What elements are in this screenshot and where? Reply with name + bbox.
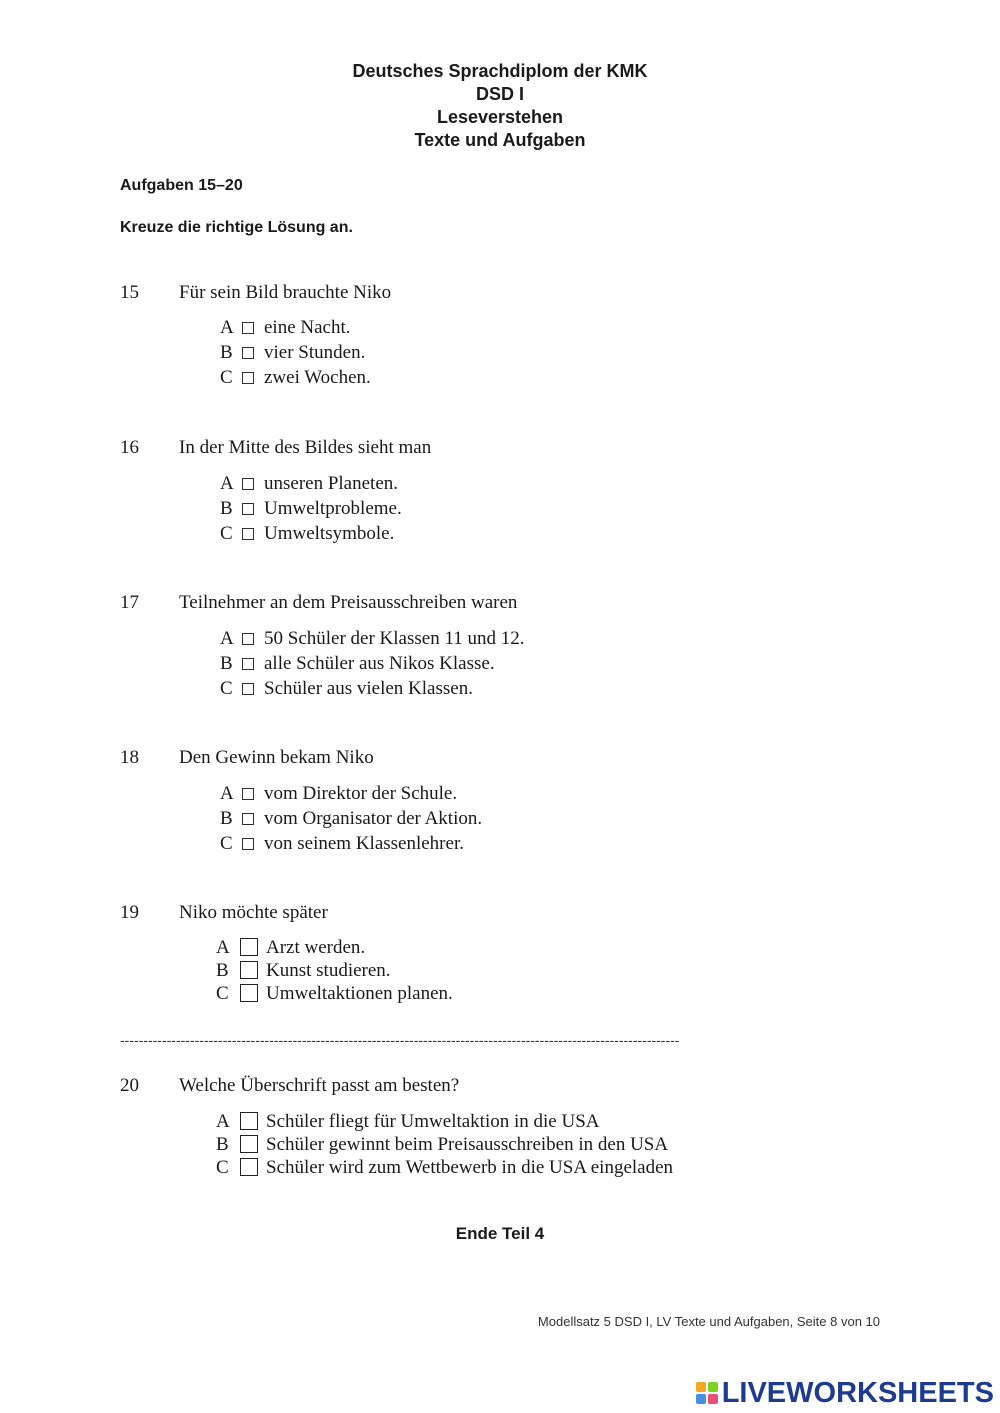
- checkbox[interactable]: [242, 478, 254, 490]
- option-text: alle Schüler aus Nikos Klasse.: [264, 653, 495, 674]
- option-19-c[interactable]: [216, 982, 453, 1005]
- option-letter: A: [220, 317, 234, 338]
- checkbox[interactable]: [240, 1112, 258, 1130]
- brand-name: LIVEWORKSHEETS: [721, 1376, 994, 1409]
- logo-tile: [708, 1382, 718, 1392]
- option-text: von seinem Klassenlehrer.: [264, 833, 464, 854]
- option-letter: B: [220, 808, 233, 829]
- option-text: vier Stunden.: [264, 342, 366, 363]
- question-text: Welche Überschrift passt am besten?: [179, 1075, 460, 1096]
- option-letter: A: [220, 783, 234, 804]
- question-text: Teilnehmer an dem Preisausschreiben waren: [179, 592, 518, 613]
- option-text: Arzt werden.: [266, 937, 366, 958]
- option-text: Schüler wird zum Wettbewerb in die USA eingeladen: [266, 1157, 674, 1178]
- option-15-b[interactable]: [220, 340, 371, 365]
- instruction: Kreuze die richtige Lösung an.: [120, 219, 353, 236]
- divider-line: ------------------------------------------------------------------------------------------------------------------------: [120, 1032, 680, 1048]
- option-letter: B: [216, 1134, 229, 1155]
- option-letter: B: [220, 342, 233, 363]
- logo-tile: [696, 1382, 706, 1392]
- option-letter: A: [220, 628, 234, 649]
- option-17-a[interactable]: [220, 626, 525, 651]
- option-text: vom Direktor der Schule.: [264, 783, 458, 804]
- option-letter: A: [216, 937, 230, 958]
- option-text: unseren Planeten.: [264, 473, 399, 494]
- option-16-a[interactable]: [220, 471, 402, 496]
- checkbox[interactable]: [242, 347, 254, 359]
- checkbox[interactable]: [242, 528, 254, 540]
- option-letter: A: [220, 473, 234, 494]
- checkbox[interactable]: [242, 503, 254, 515]
- option-text: 50 Schüler der Klassen 11 und 12.: [264, 628, 525, 649]
- checkbox[interactable]: [242, 658, 254, 670]
- option-18-b[interactable]: [220, 806, 482, 831]
- option-text: vom Organisator der Aktion.: [264, 808, 483, 829]
- document-header: [0, 60, 1000, 152]
- question-number: 19: [120, 902, 139, 923]
- option-letter: C: [220, 523, 233, 544]
- checkbox[interactable]: [240, 1135, 258, 1153]
- option-letter: B: [220, 498, 233, 519]
- option-letter: A: [216, 1111, 230, 1132]
- question-number: 18: [120, 747, 139, 768]
- option-20-a[interactable]: [216, 1110, 673, 1133]
- checkbox[interactable]: [242, 683, 254, 695]
- liveworksheets-logo-icon: [696, 1382, 718, 1404]
- option-text: eine Nacht.: [264, 317, 351, 338]
- option-text: Schüler fliegt für Umweltaktion in die USA: [266, 1111, 600, 1132]
- option-letter: C: [216, 1157, 229, 1178]
- option-16-c[interactable]: [220, 521, 402, 546]
- option-19-b[interactable]: [216, 959, 453, 982]
- checkbox[interactable]: [242, 633, 254, 645]
- checkbox[interactable]: [242, 372, 254, 384]
- option-15-a[interactable]: [220, 315, 371, 340]
- option-text: Umweltaktionen planen.: [266, 983, 453, 1004]
- checkbox[interactable]: [242, 788, 254, 800]
- question-text: Niko möchte später: [179, 902, 328, 923]
- option-letter: B: [220, 653, 233, 674]
- option-text: Umweltsymbole.: [264, 523, 395, 544]
- header-section: Leseverstehen: [436, 107, 564, 127]
- brand-logo[interactable]: [696, 1378, 994, 1408]
- option-letter: C: [216, 983, 229, 1004]
- header-level: DSD I: [475, 84, 524, 104]
- checkbox[interactable]: [242, 838, 254, 850]
- option-text: zwei Wochen.: [264, 367, 371, 388]
- option-17-b[interactable]: [220, 651, 525, 676]
- option-20-b[interactable]: [216, 1133, 673, 1156]
- question-text: Für sein Bild brauchte Niko: [179, 282, 392, 303]
- question-number: 17: [120, 592, 139, 613]
- logo-tile: [708, 1394, 718, 1404]
- option-letter: C: [220, 833, 233, 854]
- option-18-c[interactable]: [220, 831, 482, 856]
- tasks-title: Aufgaben 15–20: [120, 177, 243, 194]
- option-text: Kunst studieren.: [266, 960, 391, 981]
- question-text: In der Mitte des Bildes sieht man: [179, 437, 432, 458]
- question-text: Den Gewinn bekam Niko: [179, 747, 374, 768]
- option-16-b[interactable]: [220, 496, 402, 521]
- option-17-c[interactable]: [220, 676, 525, 701]
- question-number: 15: [120, 282, 139, 303]
- option-text: Umweltprobleme.: [264, 498, 402, 519]
- checkbox[interactable]: [242, 322, 254, 334]
- checkbox[interactable]: [240, 938, 258, 956]
- option-text: Schüler aus vielen Klassen.: [264, 678, 473, 699]
- checkbox[interactable]: [240, 961, 258, 979]
- checkbox[interactable]: [240, 984, 258, 1002]
- checkbox[interactable]: [240, 1158, 258, 1176]
- header-title: Deutsches Sprachdiplom der KMK: [352, 61, 648, 81]
- option-15-c[interactable]: [220, 365, 371, 390]
- option-18-a[interactable]: [220, 781, 482, 806]
- option-letter: B: [216, 960, 229, 981]
- option-20-c[interactable]: [216, 1156, 674, 1179]
- question-number: 16: [120, 437, 139, 458]
- end-of-part: Ende Teil 4: [455, 1224, 545, 1243]
- header-subtitle: Texte und Aufgaben: [414, 130, 586, 150]
- question-number: 20: [120, 1075, 139, 1096]
- option-letter: C: [220, 367, 233, 388]
- option-19-a[interactable]: [216, 936, 453, 959]
- option-text: Schüler gewinnt beim Preisausschreiben in den USA: [266, 1134, 669, 1155]
- page-footer: Modellsatz 5 DSD I, LV Texte und Aufgaben, Seite 8 von 10: [537, 1314, 880, 1329]
- checkbox[interactable]: [242, 813, 254, 825]
- logo-tile: [696, 1394, 706, 1404]
- option-letter: C: [220, 678, 233, 699]
